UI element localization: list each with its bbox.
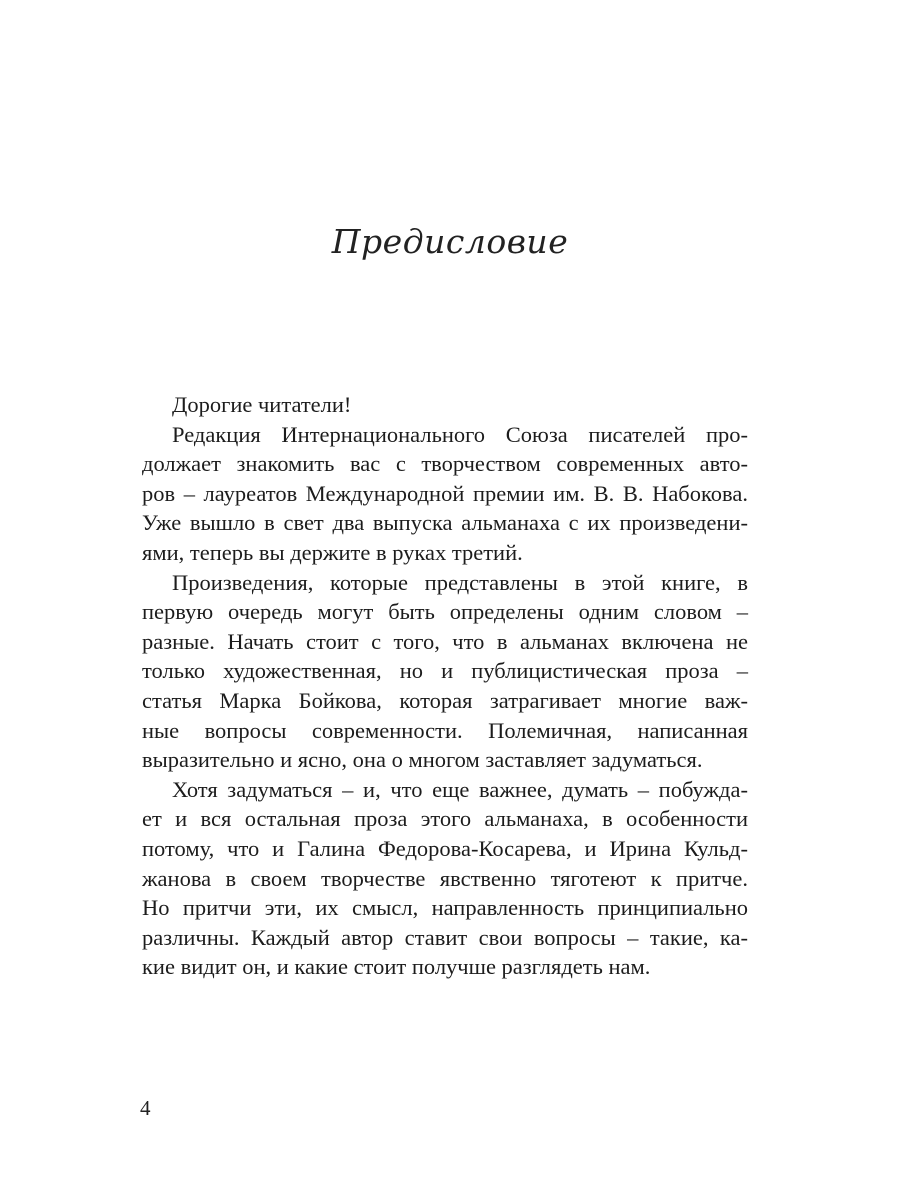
body-text <box>142 390 748 982</box>
text-line: ные вопросы современности. Полемичная, написанная <box>142 717 748 743</box>
text-line: потому, что и Галина Федорова-Косарева, и Ирина Кульд- <box>142 835 748 861</box>
text-line: ров – лауреатов Международной премии им. В. В. Набокова. <box>142 480 748 506</box>
text-line: ями, теперь вы держите в руках третий. <box>142 539 523 565</box>
text-line: Хотя задуматься – и, что еще важнее, думать – побужда- <box>172 776 748 802</box>
text-line: жанова в своем творчестве явственно тяготеют к притче. <box>142 865 748 891</box>
text-line: Уже вышло в свет два выпуска альманаха с их произведени- <box>142 510 748 536</box>
page-number: 4 <box>140 1096 151 1120</box>
greeting: Дорогие читатели! <box>172 392 352 417</box>
text-line: должает знакомить вас с творчеством современных авто- <box>142 451 748 477</box>
text-line: разные. Начать стоит с того, что в альманах включена не <box>142 628 748 654</box>
text-line: различны. Каждый автор ставит свои вопросы – такие, ка- <box>142 924 748 950</box>
text-line: Редакция Интернационального Союза писателей про- <box>172 421 748 447</box>
text-line: только художественная, но и публицистическая проза – <box>142 658 748 684</box>
paragraph-1 <box>142 420 748 568</box>
text-line: Но притчи эти, их смысл, направленность принципиально <box>142 895 748 921</box>
paragraph-3 <box>142 775 748 982</box>
text-line: выразительно и ясно, она о многом заставляет задуматься. <box>142 747 703 773</box>
text-line: статья Марка Бойкова, которая затрагивает многие важ- <box>142 687 748 713</box>
text-line: кие видит он, и какие стоит получше разглядеть нам. <box>142 954 651 980</box>
paragraph-2 <box>142 568 748 775</box>
text-line: Произведения, которые представлены в этой книге, в <box>172 569 748 595</box>
text-line: первую очередь могут быть определены одним словом – <box>142 599 748 625</box>
chapter-title: Предисловие <box>331 222 569 261</box>
text-line: ет и вся остальная проза этого альманаха, в особенности <box>142 806 748 832</box>
